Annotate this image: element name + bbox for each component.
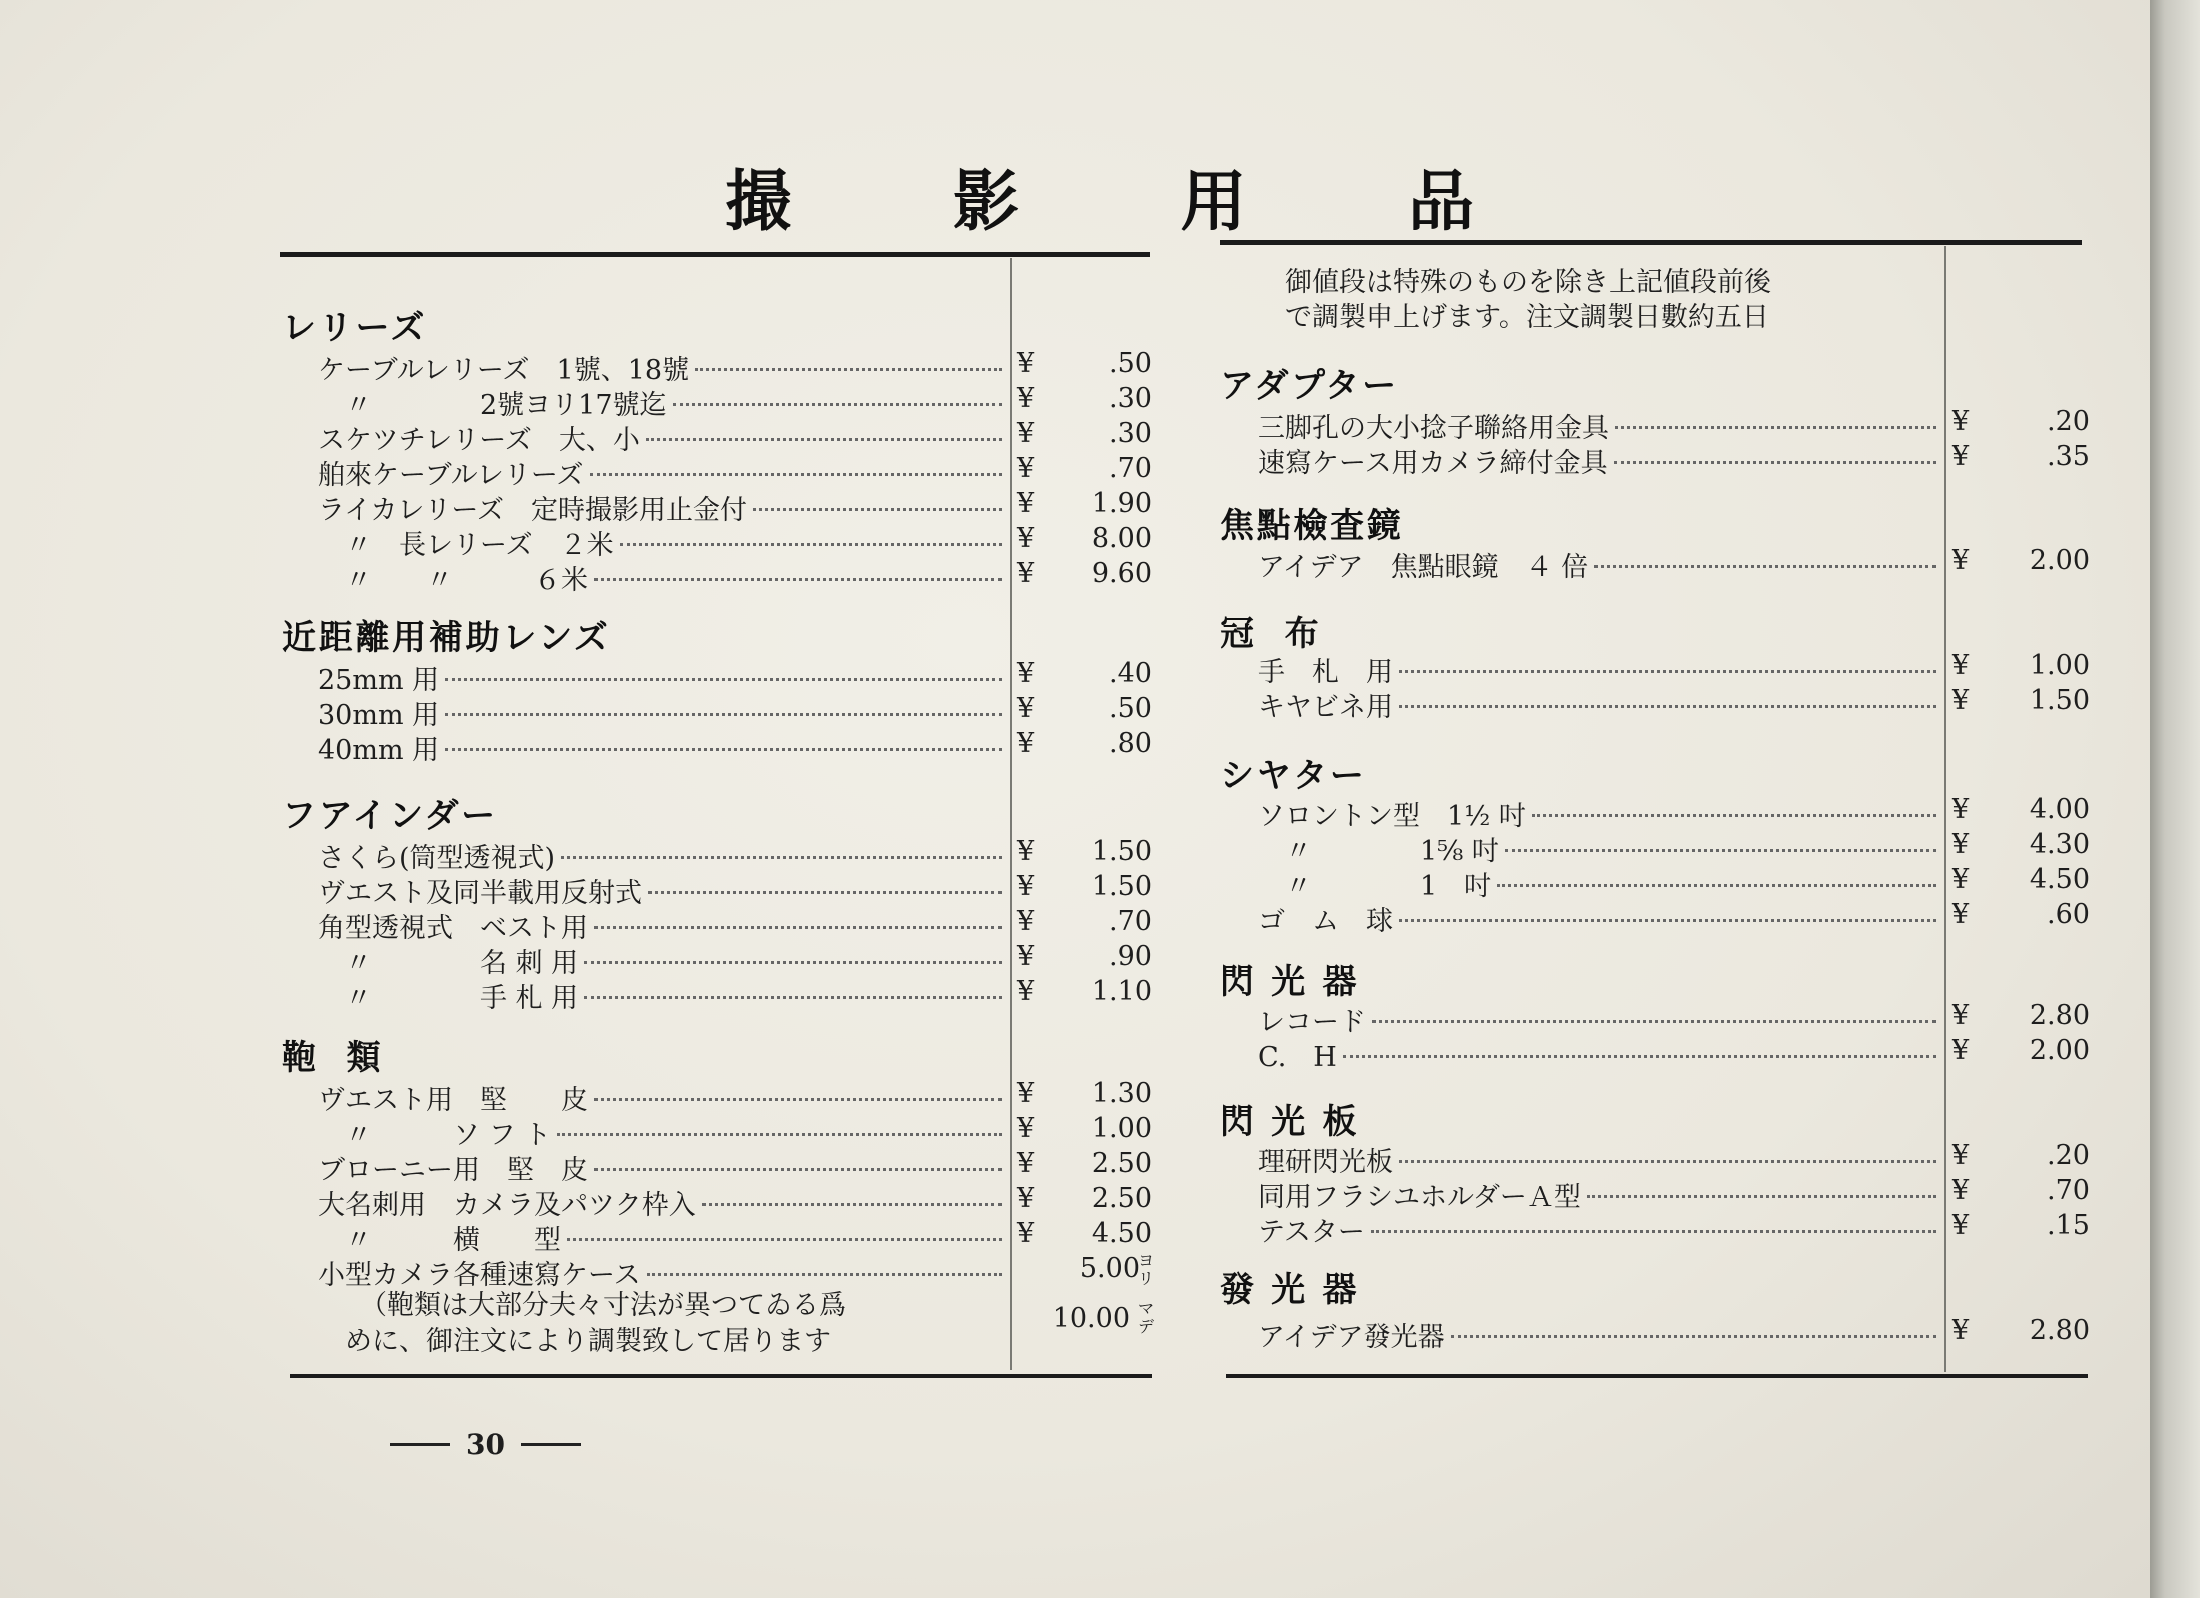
price-value: 2.00 (2029, 545, 2090, 576)
price-item (318, 941, 1008, 979)
left-bottom-rule (290, 1374, 1152, 1378)
yen-sign: ¥ (1017, 1148, 1035, 1179)
price-item (318, 1218, 1008, 1256)
item-label: キヤビネ用 (1258, 692, 1393, 723)
dot-leader (590, 473, 1002, 476)
dot-leader (1371, 1230, 1936, 1233)
item-label: アイデア 焦點眼鏡 ４ 倍 (1258, 552, 1589, 583)
yen-sign: ¥ (1017, 871, 1035, 902)
dot-leader (1615, 426, 1936, 429)
item-label: 角型透視式 ベスト用 (318, 913, 588, 944)
item-label: ブローニー用 堅 皮 (318, 1155, 588, 1186)
dot-leader (584, 996, 1002, 999)
dot-leader (1587, 1195, 1936, 1198)
yen-sign: ¥ (1952, 1175, 1970, 1206)
yen-sign: ¥ (1017, 658, 1035, 689)
item-label: ゴ ム 球 (1258, 906, 1393, 937)
item-label: テスター (1258, 1217, 1365, 1248)
price-value: 4.50 (2029, 864, 2090, 895)
item-label: 〃 〃 ６米 (318, 565, 588, 596)
item-label: レコード (1258, 1007, 1366, 1038)
yen-sign: ¥ (1017, 1183, 1035, 1214)
yen-sign: ¥ (1017, 453, 1035, 484)
price-item (318, 558, 1008, 596)
price-item (1258, 1315, 1942, 1353)
item-label: 理研閃光板 (1258, 1147, 1393, 1178)
item-label: アイデア發光器 (1258, 1322, 1445, 1353)
dot-leader (620, 543, 1002, 546)
dot-leader (594, 1168, 1002, 1171)
yen-sign: ¥ (1952, 864, 1970, 895)
yen-sign: ¥ (1952, 899, 1970, 930)
right-top-rule (1220, 240, 2082, 245)
price-value: 8.00 (1091, 523, 1152, 554)
item-label: 三脚孔の大小捻子聯絡用金具 (1258, 413, 1609, 444)
dot-leader (1399, 919, 1936, 922)
item-label: 25mm 用 (318, 665, 440, 696)
yen-sign: ¥ (1952, 406, 1970, 437)
price-value: 9.60 (1091, 558, 1152, 589)
yen-sign: ¥ (1952, 650, 1970, 681)
dot-leader (702, 1203, 1002, 1206)
yen-sign: ¥ (1017, 1078, 1035, 1109)
left-top-rule (280, 252, 1150, 257)
price-item (318, 871, 1008, 909)
price-value: 2.80 (2029, 1000, 2090, 1031)
price-value: .30 (1109, 418, 1152, 449)
price-value: .80 (1109, 728, 1152, 759)
dot-leader (567, 1238, 1002, 1241)
item-label: ケーブルレリーズ 1號、18號 (318, 355, 690, 386)
section-heading: 閃 光 板 (1220, 1102, 1360, 1142)
item-label: 〃 2號ヨリ17號迄 (318, 390, 667, 421)
price-value: 5.00 (1079, 1253, 1140, 1284)
item-label: 舶來ケーブルレリーズ (318, 460, 584, 491)
yen-sign: ¥ (1952, 1210, 1970, 1241)
section-heading: 焦點檢査鏡 (1220, 506, 1404, 546)
yen-sign: ¥ (1952, 829, 1970, 860)
price-item (1258, 685, 1942, 723)
price-value: 10.00 (1052, 1303, 1130, 1334)
item-label: 〃 名 刺 用 (318, 948, 579, 979)
price-item (1258, 1210, 1942, 1248)
price-value: 1.00 (1091, 1113, 1152, 1144)
item-label: C. H (1258, 1042, 1337, 1073)
price-item (318, 1183, 1008, 1221)
price-item (1258, 1140, 1942, 1178)
price-item (318, 1148, 1008, 1186)
dot-leader (557, 1133, 1002, 1136)
price-value: 1.50 (2029, 685, 2090, 716)
item-label: 手 札 用 (1258, 657, 1393, 688)
item-label: 〃 手 札 用 (318, 983, 579, 1014)
price-item (318, 976, 1008, 1014)
pricing-note-line: で調製申上げます。注文調製日數約五日 (1285, 302, 1769, 333)
price-value: .70 (1109, 906, 1152, 937)
price-value: .70 (2047, 1175, 2090, 1206)
dot-leader (594, 578, 1002, 581)
item-label: 大名刺用 カメラ及パツク枠入 (318, 1190, 696, 1221)
price-item (318, 453, 1008, 491)
price-value: 2.00 (2029, 1035, 2090, 1066)
price-item (318, 523, 1008, 561)
price-value: 1.90 (1091, 488, 1152, 519)
price-item (318, 1113, 1008, 1151)
yen-sign: ¥ (1017, 523, 1035, 554)
dot-leader (647, 1273, 1002, 1276)
price-value: .20 (2047, 1140, 2090, 1171)
price-item (318, 693, 1008, 731)
dot-leader (1399, 705, 1936, 708)
section-heading: 近距離用補助レンズ (282, 618, 611, 658)
item-label: 〃 横 型 (318, 1225, 561, 1256)
price-item (318, 1253, 1008, 1291)
price-value: .30 (1109, 383, 1152, 414)
yen-sign: ¥ (1017, 1113, 1035, 1144)
item-label: 同用フラシユホルダーＡ型 (1258, 1182, 1581, 1213)
right-price-divider (1944, 246, 1946, 1372)
yen-sign: ¥ (1017, 836, 1035, 867)
yen-sign: ¥ (1017, 383, 1035, 414)
dot-leader (445, 713, 1002, 716)
price-item (318, 906, 1008, 944)
item-label: 速寫ケース用カメラ締付金具 (1258, 448, 1608, 479)
page-number-dash-right (521, 1443, 581, 1446)
price-item (1258, 1000, 1942, 1038)
page-number-text: 30 (466, 1428, 505, 1461)
item-label: 〃 1 吋 (1258, 871, 1492, 902)
dot-leader (648, 891, 1002, 894)
section-heading: フアインダー (282, 796, 498, 836)
price-value: 4.50 (1091, 1218, 1152, 1249)
price-value: 2.50 (1091, 1183, 1152, 1214)
price-item (1258, 864, 1942, 902)
item-label: ライカレリーズ 定時撮影用止金付 (318, 495, 748, 526)
yen-sign: ¥ (1017, 1218, 1035, 1249)
price-item (1258, 1035, 1942, 1073)
yen-sign: ¥ (1017, 728, 1035, 759)
section-heading: 鞄類 (282, 1038, 412, 1078)
item-label: スケツチレリーズ 大、小 (318, 425, 640, 456)
dot-leader (1614, 461, 1936, 464)
section-heading: 發 光 器 (1220, 1270, 1360, 1310)
item-label: ソロントン型 1½ 吋 (1258, 801, 1526, 832)
price-item (1258, 441, 1942, 479)
yen-sign: ¥ (1952, 441, 1970, 472)
page-number-dash-left (390, 1443, 450, 1446)
dot-leader (753, 508, 1002, 511)
dot-leader (594, 926, 1002, 929)
yen-sign: ¥ (1952, 1035, 1970, 1066)
range-to-label: マデ (1138, 1299, 1155, 1336)
price-value: .50 (1109, 348, 1152, 379)
price-value: .35 (2047, 441, 2090, 472)
dot-leader (1372, 1020, 1936, 1023)
section-heading: 冠布 (1220, 614, 1350, 654)
price-value: 2.50 (1091, 1148, 1152, 1179)
price-value: 4.30 (2029, 829, 2090, 860)
price-item (1258, 794, 1942, 832)
price-value: .90 (1109, 941, 1152, 972)
dot-leader (1505, 849, 1936, 852)
price-item (318, 1078, 1008, 1116)
price-value: 2.80 (2029, 1315, 2090, 1346)
price-item (318, 348, 1008, 386)
price-value: 1.00 (2029, 650, 2090, 681)
dot-leader (673, 403, 1002, 406)
dot-leader (1343, 1055, 1936, 1058)
yen-sign: ¥ (1017, 693, 1035, 724)
page-title: 撮 影 用 品 (725, 163, 1544, 240)
pricing-note-line: 御値段は特殊のものを除き上記値段前後 (1285, 267, 1771, 298)
case-note-line: めに、御注文により調製致して居ります (345, 1326, 831, 1357)
yen-sign: ¥ (1017, 418, 1035, 449)
right-bottom-rule (1226, 1374, 2088, 1378)
price-value: 1.50 (1091, 836, 1152, 867)
item-label: 〃 長レリーズ ２米 (318, 530, 614, 561)
yen-sign: ¥ (1952, 685, 1970, 716)
price-value: .15 (2047, 1210, 2090, 1241)
dot-leader (1532, 814, 1936, 817)
price-value: .50 (1109, 693, 1152, 724)
price-value: .20 (2047, 406, 2090, 437)
section-heading: 閃 光 器 (1220, 962, 1360, 1002)
case-note-line: （鞄類は大部分夫々寸法が異つてゐる爲 (360, 1290, 846, 1321)
yen-sign: ¥ (1017, 941, 1035, 972)
price-item (1258, 1175, 1942, 1213)
item-label: ヴエスト及同半載用反射式 (318, 878, 642, 909)
section-heading: シヤター (1220, 756, 1367, 796)
dot-leader (1594, 565, 1936, 568)
dot-leader (584, 961, 1002, 964)
item-label: ヴエスト用 堅 皮 (318, 1085, 588, 1116)
section-heading: アダプター (1220, 366, 1399, 406)
yen-sign: ¥ (1017, 976, 1035, 1007)
item-label: 30mm 用 (318, 700, 440, 731)
dot-leader (445, 678, 1002, 681)
price-item (318, 836, 1008, 874)
yen-sign: ¥ (1952, 1140, 1970, 1171)
price-value: 1.10 (1091, 976, 1152, 1007)
price-value: .70 (1109, 453, 1152, 484)
price-item (1258, 406, 1942, 444)
yen-sign: ¥ (1952, 1000, 1970, 1031)
dot-leader (646, 438, 1002, 441)
yen-sign: ¥ (1017, 348, 1035, 379)
yen-sign: ¥ (1017, 558, 1035, 589)
item-label: さくら(筒型透視式) (318, 843, 556, 874)
left-price-divider (1010, 258, 1012, 1370)
price-item (318, 728, 1008, 766)
price-item (1258, 899, 1942, 937)
dot-leader (1451, 1335, 1936, 1338)
price-item (318, 488, 1008, 526)
price-item (1258, 545, 1942, 583)
item-label: 〃 ソ フ ト (318, 1120, 552, 1151)
yen-sign: ¥ (1017, 906, 1035, 937)
price-value: 4.00 (2029, 794, 2090, 825)
dot-leader (695, 368, 1002, 371)
price-value: 1.50 (1091, 871, 1152, 902)
item-label: 小型カメラ各種速寫ケース (318, 1260, 641, 1291)
price-value: .60 (2047, 899, 2090, 930)
dot-leader (594, 1098, 1002, 1101)
item-label: 40mm 用 (318, 735, 440, 766)
yen-sign: ¥ (1952, 794, 1970, 825)
price-item (318, 658, 1008, 696)
dot-leader (1497, 884, 1936, 887)
dot-leader (1399, 1160, 1936, 1163)
price-item (1258, 829, 1942, 867)
section-heading: レリーズ (282, 308, 428, 348)
page-edge (2150, 0, 2200, 1598)
dot-leader (561, 856, 1002, 859)
item-label: 〃 1⅝ 吋 (1258, 836, 1499, 867)
price-value: .40 (1109, 658, 1152, 689)
price-item (318, 383, 1008, 421)
dot-leader (1399, 670, 1936, 673)
page-number (390, 1428, 581, 1461)
yen-sign: ¥ (1017, 488, 1035, 519)
price-value: 1.30 (1091, 1078, 1152, 1109)
price-item (318, 418, 1008, 456)
yen-sign: ¥ (1952, 1315, 1970, 1346)
dot-leader (445, 748, 1002, 751)
yen-sign: ¥ (1952, 545, 1970, 576)
price-item (1258, 650, 1942, 688)
range-from-label: ヨリ (1138, 1251, 1155, 1288)
